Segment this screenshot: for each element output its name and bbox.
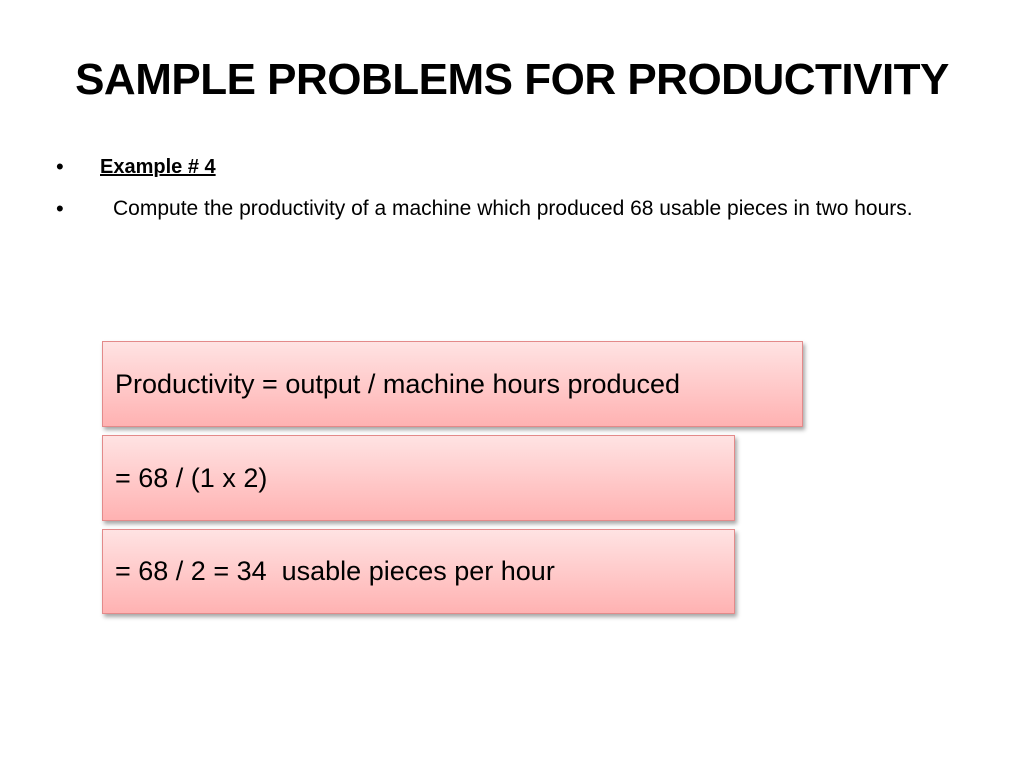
problem-statement: Compute the productivity of a machine which produced 68 usable pieces in two hours. bbox=[113, 197, 913, 220]
formula-text: Productivity = output / machine hours produced bbox=[115, 368, 681, 399]
formula-text: = 68 / (1 x 2) bbox=[115, 462, 268, 493]
bullet-item-problem bbox=[56, 184, 976, 225]
example-heading: Example # 4 bbox=[100, 156, 216, 178]
formula-box-result bbox=[102, 529, 735, 614]
bullet-item-example bbox=[56, 150, 976, 184]
slide-title: SAMPLE PROBLEMS FOR PRODUCTIVITY bbox=[75, 55, 949, 104]
formula-box-definition bbox=[102, 341, 803, 427]
bullet-icon: • bbox=[56, 196, 64, 221]
formula-text: = 68 / 2 = 34 usable pieces per hour bbox=[115, 556, 555, 586]
formula-box-substitution bbox=[102, 435, 735, 521]
bullet-list bbox=[56, 150, 976, 225]
bullet-icon: • bbox=[56, 154, 64, 179]
